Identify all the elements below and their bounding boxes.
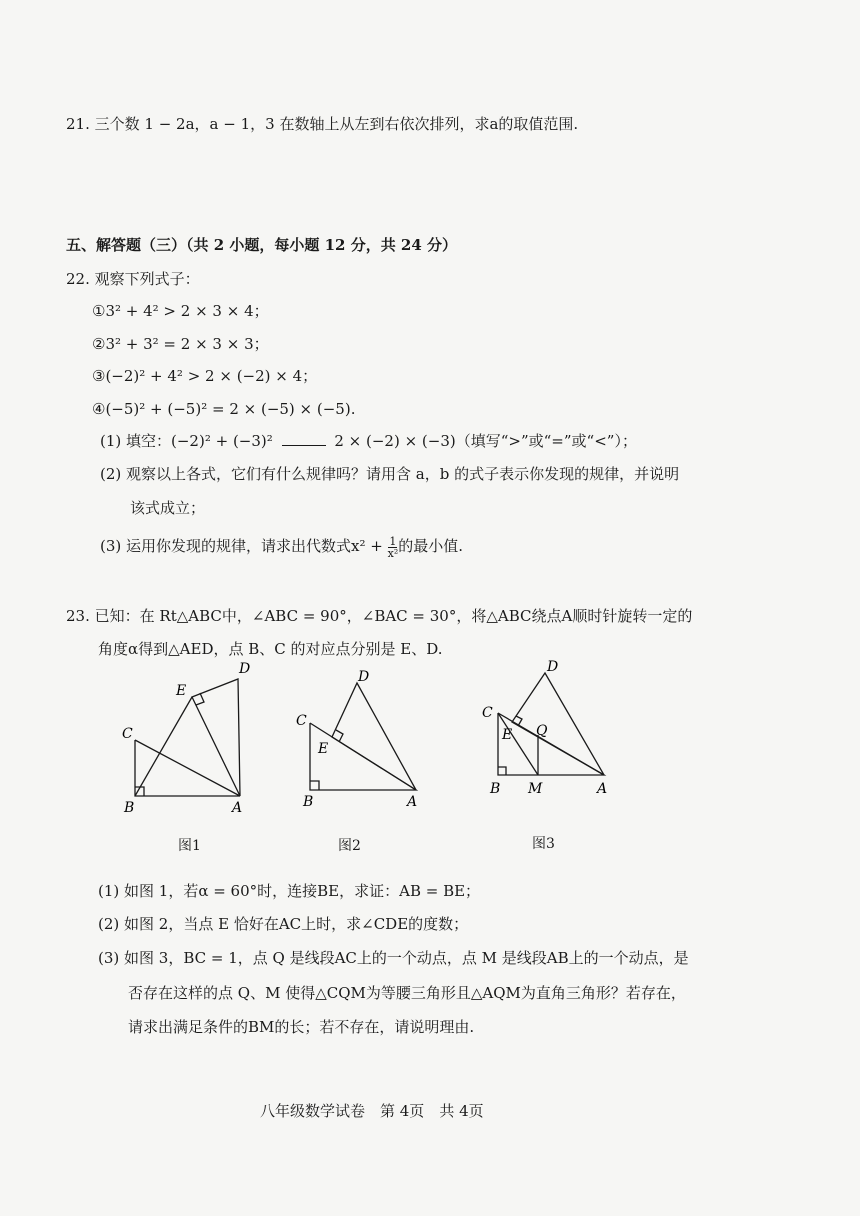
expression-2: ②3² + 3² = 2 × 3 × 3； [92, 335, 269, 353]
label-c: C [482, 705, 493, 721]
q23-part-2: (2) 如图 2，当点 E 恰好在AC上时，求∠CDE的度数； [98, 915, 469, 933]
label-d: D [239, 661, 251, 677]
q23-part-3-line-1: (3) 如图 3，BC = 1，点 Q 是线段AC上的一个动点，点 M 是线段AB上的一个动点，是 [98, 949, 689, 967]
section-title: 五、解答题（三）（共 2 小题，每小题 12 分，共 24 分） [66, 236, 458, 254]
label-e: E [318, 741, 329, 757]
q22-part-1 [100, 430, 637, 452]
label-a: A [232, 800, 243, 816]
fraction-numerator: 1 [389, 534, 397, 548]
label-d: D [358, 669, 370, 685]
expression-1: ①3² + 4² > 2 × 3 × 4； [92, 302, 269, 320]
part-3-head: (3) 运用你发现的规律，请求出代数式x² + [100, 537, 388, 555]
answer-blank[interactable] [282, 430, 326, 446]
label-c: C [122, 726, 133, 742]
label-b: B [490, 781, 501, 797]
triangle-aed [512, 673, 604, 775]
question-line-1: 已知：在 Rt△ABC中，∠ABC = 90°，∠BAC = 30°，将△ABC绕点A顺时针旋转一定的 [94, 607, 693, 625]
q22-part-2-line-2: 该式成立； [130, 499, 206, 517]
question-number: 22. [66, 270, 90, 288]
question-23-line-2: 角度α得到△AED，点 B、C 的对应点分别是 E、D. [98, 640, 443, 658]
question-text: 三个数 1 − 2a，a − 1，3 在数轴上从左到右依次排列，求a的取值范围. [94, 115, 579, 133]
segment-be [135, 697, 192, 796]
label-q: Q [536, 723, 548, 739]
figure-caption: 图3 [532, 836, 555, 852]
figure-1 [100, 655, 280, 854]
question-21 [66, 113, 578, 135]
page-footer: 八年级数学试卷 第 4页 共 4页 [260, 1102, 484, 1120]
figure-2 [290, 665, 430, 854]
triangle-aed [332, 683, 416, 790]
fraction-denominator: x² [387, 546, 399, 560]
q23-part-3-line-3: 请求出满足条件的BM的长；若不存在，请说明理由. [128, 1018, 475, 1036]
question-number: 23. [66, 607, 90, 625]
label-d: D [547, 659, 559, 675]
part-1-tail: 2 × (−2) × (−3)（填写“>”或“=”或“<”）； [334, 432, 637, 450]
q22-part-2-line-1: (2) 观察以上各式，它们有什么规律吗？请用含 a，b 的式子表示你发现的规律，并说明 [100, 465, 680, 483]
label-m: M [528, 781, 543, 797]
question-intro: 观察下列式子： [94, 270, 200, 288]
fraction [388, 536, 399, 559]
right-angle-b [498, 767, 506, 775]
part-1-head: (1) 填空：(−2)² + (−3)² [100, 432, 273, 450]
expression-4: ④(−5)² + (−5)² = 2 × (−5) × (−5). [92, 400, 356, 418]
label-e: E [176, 683, 187, 699]
segment-cm [498, 713, 538, 775]
figure-3 [478, 655, 628, 852]
expression-3: ③(−2)² + 4² > 2 × (−2) × 4； [92, 367, 318, 385]
label-a: A [407, 794, 418, 810]
right-angle-b [310, 781, 319, 790]
part-3-tail: 的最小值. [398, 537, 464, 555]
q22-part-3 [100, 535, 463, 559]
triangle-aed [192, 679, 240, 796]
label-a: A [597, 781, 608, 797]
label-c: C [296, 713, 307, 729]
q23-part-3-line-2: 否存在这样的点 Q、M 使得△CQM为等腰三角形且△AQM为直角三角形？若存在， [128, 984, 686, 1002]
figure-caption: 图1 [178, 838, 201, 854]
figure-caption: 图2 [338, 838, 361, 854]
question-22 [66, 268, 200, 290]
label-b: B [303, 794, 314, 810]
label-b: B [124, 800, 135, 816]
q23-part-1: (1) 如图 1，若α = 60°时，连接BE，求证：AB = BE； [98, 882, 481, 900]
question-number: 21. [66, 115, 90, 133]
label-e: E [502, 727, 513, 743]
question-23 [66, 605, 692, 627]
